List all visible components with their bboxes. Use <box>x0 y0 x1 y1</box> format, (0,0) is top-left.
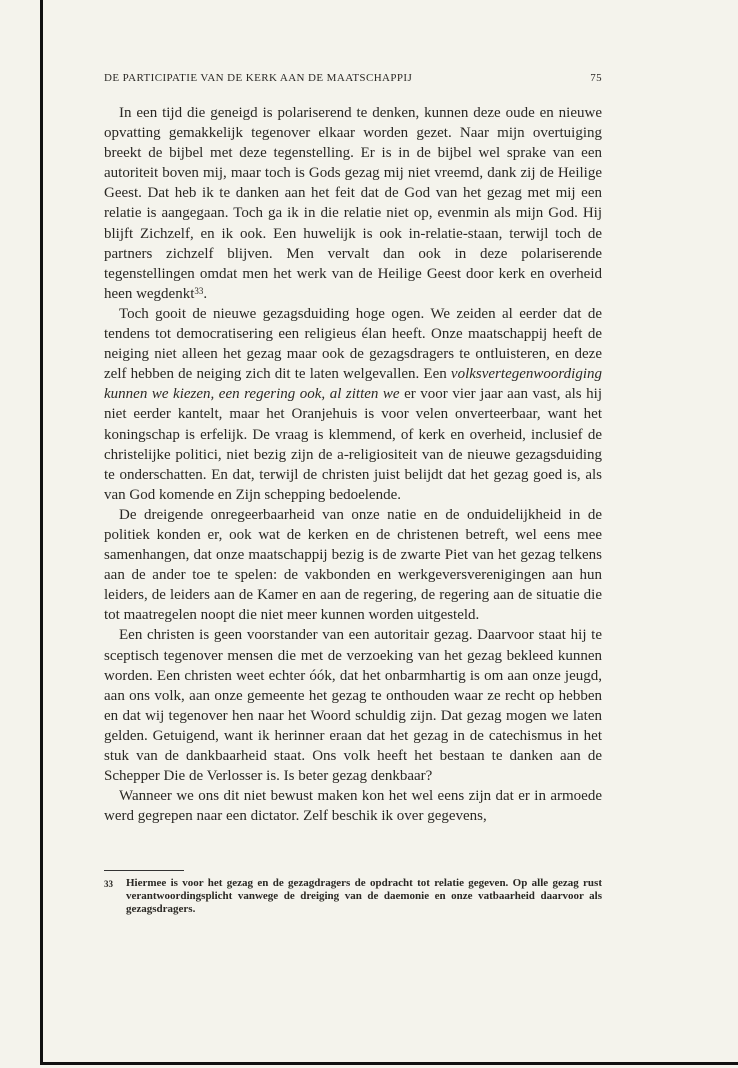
scan-edge-bottom <box>40 1062 738 1065</box>
page-number: 75 <box>590 72 602 84</box>
scan-edge-left <box>40 0 43 1064</box>
footnote-reference[interactable]: 33 <box>194 285 204 296</box>
paragraph: In een tijd die geneigd is polariserend te denken, kunnen deze oude en nieuwe opvatting gemakkelijk tegenover elkaar worden gezet. Naar mijn overtuiging breekt de bijbel met deze tegenstelling. Er is in de bijbel wel sprake van een autoriteit boven mij, maar toch is Gods gezag mij niet vreemd, dank zij de Heilige Geest. Dat heb ik te danken aan het feit dat de God van het gezag met mij een relatie is aangegaan. Toch ga ik in die relatie niet op, evenmin als mijn God. Hij blijft Zichzelf, en ik ook. Een huwelijk is ook in-relatie-staan, terwijl toch de partners zichzelf blijven. Men vervalt dan ook in deze polariserende tegenstellingen omdat men het werk van de Heilige Geest door kerk en overheid heen wegdenkt$^{33}$. <box>104 105 602 302</box>
footnote <box>104 877 602 916</box>
footnote-number: 33 <box>104 879 113 889</box>
footnote-text: Hiermee is voor het gezag en de gezagdragers de opdracht tot relatie gegeven. Op alle gezag rust verantwoordingsplicht vanwege de dreiging van de daemonie en onze vatbaarheid daarvoor als gezagsdragers. <box>126 877 602 915</box>
footnote-rule <box>104 870 184 871</box>
italic-phrase: volksvertegenwoordiging kunnen we kiezen, een regering ook, al zitten we <box>104 366 602 403</box>
running-head: DE PARTICIPATIE VAN DE KERK AAN DE MAATSCHAPPIJ <box>104 72 413 84</box>
body-text <box>104 103 602 826</box>
paragraph: Wanneer we ons dit niet bewust maken kon het wel eens zijn dat er in armoede werd gegrepen naar een dictator. Zelf beschik ik over gegevens, <box>104 788 602 825</box>
paragraph: Een christen is geen voorstander van een autoritair gezag. Daarvoor staat hij te sceptisch tegenover mensen die met de verzoeking van het gezag bekleed kunnen worden. Een christen weet echter óók, dat het onbarmhartig is om aan onze jeugd, aan ons volk, aan onze gemeente het gezag te onthouden waar ze recht op hebben en dat wij tegenover hen naar het Woord schuldig zijn. Dat gezag mogen we laten gelden. Getuigend, want ik herinner eraan dat het gezag in de catechismus in het stuk van de dankbaarheid staat. Ons volk heeft het bestaan te danken aan de Schepper Die de Verlosser is. Is beter gezag denkbaar? <box>104 627 602 785</box>
paragraph: Toch gooit de nieuwe gezagsduiding hoge ogen. We zeiden al eerder dat de tendens tot democratisering een religieus élan heeft. Onze maatschappij heeft de neiging niet alleen het gezag maar ook de gezagsdragers te ontluisteren, en deze zelf hebben de neiging zich dit te laten welgevallen. Een volksvertegenwoordiging kunnen we kiezen, een regering ook, al zitten we er voor vier jaar aan vast, als hij niet eerder kantelt, maar het Oranjehuis is voor velen onverteerbaar, want het koningschap is erfelijk. De vraag is klemmend, of kerk en overheid, inclusief de christelijke politici, niet bezig zijn de a-religiositeit van de nieuwe gezagsduiding te onderschatten. En dat, terwijl de christen juist belijdt dat het gezag goed is, als van God komende en Zijn schepping bedoelende. <box>104 305 602 503</box>
footnotes <box>104 870 602 916</box>
paragraph: De dreigende onregeerbaarheid van onze natie en de onduidelijkheid in de politiek konden er, ook wat de kerken en de christenen betreft, wel eens mee samenhangen, dat onze maatschappij bezig is de zwarte Piet van het gezag telkens aan de ander toe te spelen: de vakbonden en werkgeversverenigingen aan hun leiders, de leiders aan de Kamer en aan de regering, de regering aan de situatie die tot maatregelen noopt die niet meer kunnen worden uitgesteld. <box>104 506 602 624</box>
